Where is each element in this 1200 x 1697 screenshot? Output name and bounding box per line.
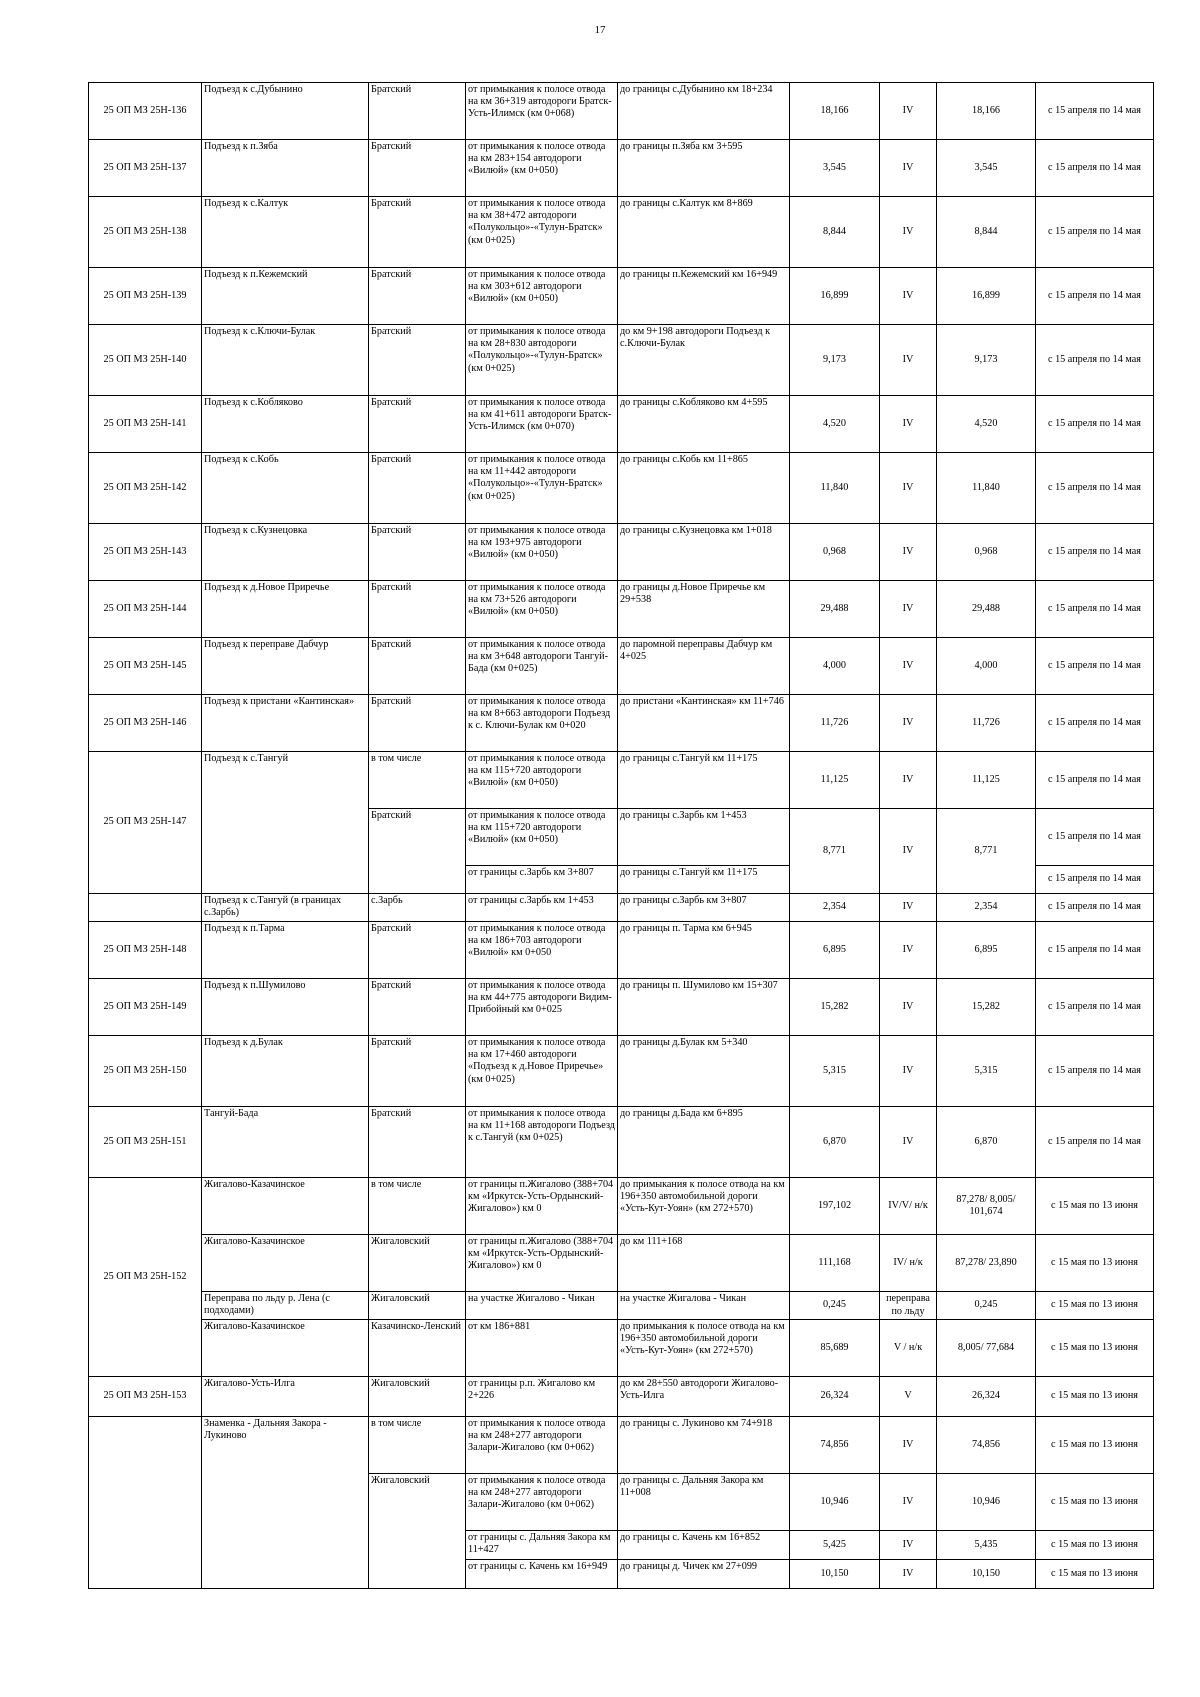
end-point: до границы с. Качень км 16+852 (618, 1531, 790, 1560)
restriction-period: с 15 мая по 13 июня (1036, 1560, 1154, 1589)
district: Братский (369, 979, 466, 1036)
table-row (89, 1292, 1154, 1320)
restricted-length: 6,895 (937, 922, 1036, 979)
end-point: до пристани «Кантинская» км 11+746 (618, 695, 790, 752)
length: 197,102 (790, 1178, 880, 1235)
restriction-period: с 15 мая по 13 июня (1036, 1292, 1154, 1320)
length: 18,166 (790, 83, 880, 140)
road-name: Жигалово-Усть-Илга (202, 1377, 369, 1417)
restriction-period: с 15 апреля по 14 мая (1036, 524, 1154, 581)
restricted-length: 4,520 (937, 396, 1036, 453)
restriction-period: с 15 апреля по 14 мая (1036, 695, 1154, 752)
district: Братский (369, 1107, 466, 1178)
road-name: Жигалово-Казачинское (202, 1320, 369, 1377)
restricted-length: 8,844 (937, 197, 1036, 268)
table-row (89, 1235, 1154, 1292)
table-row (89, 453, 1154, 524)
category: IV (880, 979, 937, 1036)
district: Братский (369, 638, 466, 695)
restricted-length: 5,315 (937, 1036, 1036, 1107)
road-code: 25 ОП МЗ 25Н-149 (89, 979, 202, 1036)
road-code: 25 ОП МЗ 25Н-150 (89, 1036, 202, 1107)
restricted-length: 8,005/ 77,684 (937, 1320, 1036, 1377)
restriction-period: с 15 апреля по 14 мая (1036, 809, 1154, 866)
category: IV (880, 894, 937, 922)
category: IV (880, 1107, 937, 1178)
category: IV (880, 1560, 937, 1589)
end-point: до границы с. Дальняя Закора км 11+008 (618, 1474, 790, 1531)
restriction-period: с 15 апреля по 14 мая (1036, 922, 1154, 979)
category: IV (880, 197, 937, 268)
restriction-period: с 15 мая по 13 июня (1036, 1235, 1154, 1292)
table-row (89, 140, 1154, 197)
category: V (880, 1377, 937, 1417)
road-name: Жигалово-Казачинское (202, 1178, 369, 1235)
start-point: от границы р.п. Жигалово км 2+226 (466, 1377, 618, 1417)
category: IV (880, 396, 937, 453)
category: IV (880, 581, 937, 638)
restricted-length: 9,173 (937, 325, 1036, 396)
restricted-length: 3,545 (937, 140, 1036, 197)
length: 9,173 (790, 325, 880, 396)
road-name: Подъезд к с.Ключи-Булак (202, 325, 369, 396)
district: в том числе (369, 1178, 466, 1235)
length: 11,726 (790, 695, 880, 752)
road-name: Подъезд к с.Тангуй (202, 752, 369, 894)
road-code: 25 ОП МЗ 25Н-151 (89, 1107, 202, 1178)
restricted-length: 15,282 (937, 979, 1036, 1036)
restricted-length: 10,150 (937, 1560, 1036, 1589)
start-point: от примыкания к полосе отвода на км 73+526 автодороги «Вилюй» (км 0+050) (466, 581, 618, 638)
category: IV (880, 453, 937, 524)
start-point: от примыкания к полосе отвода на км 115+720 автодороги «Вилюй» (км 0+050) (466, 752, 618, 809)
restricted-length: 74,856 (937, 1417, 1036, 1474)
road-name: Знаменка - Дальняя Закора - Лукиново (202, 1417, 369, 1589)
district: Братский (369, 1036, 466, 1107)
start-point: от примыкания к полосе отвода на км 283+154 автодороги «Вилюй» (км 0+050) (466, 140, 618, 197)
road-code: 25 ОП МЗ 25Н-152 (89, 1178, 202, 1377)
end-point: до примыкания к полосе отвода на км 196+350 автомобильной дороги «Усть-Кут-Уоян» (км 272+570) (618, 1178, 790, 1235)
table-row (89, 1107, 1154, 1178)
start-point: от примыкания к полосе отвода на км 41+611 автодороги Братск-Усть-Илимск (км 0+070) (466, 396, 618, 453)
district: Жигаловский (369, 1377, 466, 1417)
end-point: до границы с.Калтук км 8+869 (618, 197, 790, 268)
end-point: до границы с.Зарбь км 1+453 (618, 809, 790, 866)
length: 5,425 (790, 1531, 880, 1560)
table-row (89, 197, 1154, 268)
length: 0,245 (790, 1292, 880, 1320)
road-code: 25 ОП МЗ 25Н-141 (89, 396, 202, 453)
road-code: 25 ОП МЗ 25Н-140 (89, 325, 202, 396)
start-point: от км 186+881 (466, 1320, 618, 1377)
restriction-period: с 15 апреля по 14 мая (1036, 866, 1154, 894)
road-name: Подъезд к с.Калтук (202, 197, 369, 268)
restriction-period: с 15 апреля по 14 мая (1036, 83, 1154, 140)
restricted-length: 10,946 (937, 1474, 1036, 1531)
road-code: 25 ОП МЗ 25Н-145 (89, 638, 202, 695)
restricted-length: 18,166 (937, 83, 1036, 140)
category: IV (880, 1417, 937, 1474)
district: Братский (369, 396, 466, 453)
road-name: Подъезд к пристани «Кантинская» (202, 695, 369, 752)
end-point: до км 28+550 автодороги Жигалово-Усть-Илга (618, 1377, 790, 1417)
length: 6,895 (790, 922, 880, 979)
start-point: от примыкания к полосе отвода на км 248+277 автодороги Залари-Жигалово (км 0+062) (466, 1417, 618, 1474)
district: Жигаловский (369, 1292, 466, 1320)
end-point: до паромной переправы Дабчур км 4+025 (618, 638, 790, 695)
restricted-length: 87,278/ 8,005/ 101,674 (937, 1178, 1036, 1235)
length: 74,856 (790, 1417, 880, 1474)
category: IV (880, 1474, 937, 1531)
road-name: Подъезд к д.Новое Приречье (202, 581, 369, 638)
end-point: до границы с.Дубынино км 18+234 (618, 83, 790, 140)
table-row (89, 524, 1154, 581)
start-point: от границы с. Дальняя Закора км 11+427 (466, 1531, 618, 1560)
end-point: до границы п.Кежемский км 16+949 (618, 268, 790, 325)
restricted-length: 0,968 (937, 524, 1036, 581)
road-25n-147 (89, 752, 1154, 922)
district: Братский (369, 83, 466, 140)
category: переправа по льду (880, 1292, 937, 1320)
restriction-period: с 15 мая по 13 июня (1036, 1417, 1154, 1474)
length: 4,000 (790, 638, 880, 695)
end-point: до примыкания к полосе отвода на км 196+350 автомобильной дороги «Усть-Кут-Уоян» (км 272+570) (618, 1320, 790, 1377)
end-point: до границы с.Зарбь км 3+807 (618, 894, 790, 922)
start-point: от примыкания к полосе отвода на км 36+319 автодороги Братск-Усть-Илимск (км 0+068) (466, 83, 618, 140)
table-row (89, 695, 1154, 752)
road-name: Подъезд к с.Кузнецовка (202, 524, 369, 581)
road-name: Подъезд к с.Тангуй (в границах с.Зарбь) (202, 894, 369, 922)
restriction-period: с 15 апреля по 14 мая (1036, 325, 1154, 396)
length: 2,354 (790, 894, 880, 922)
end-point: до км 111+168 (618, 1235, 790, 1292)
table-row (89, 325, 1154, 396)
length: 29,488 (790, 581, 880, 638)
restriction-period: с 15 мая по 13 июня (1036, 1320, 1154, 1377)
restricted-length: 11,125 (937, 752, 1036, 809)
end-point: до границы д.Новое Приречье км 29+538 (618, 581, 790, 638)
road-25n-153 (89, 1377, 1154, 1417)
start-point: от примыкания к полосе отвода на км 248+277 автодороги Залари-Жигалово (км 0+062) (466, 1474, 618, 1531)
length: 4,520 (790, 396, 880, 453)
category: IV (880, 695, 937, 752)
page-number: 17 (594, 24, 606, 36)
start-point: от границы с.Зарбь км 3+807 (466, 866, 618, 894)
end-point: до границы с.Кобь км 11+865 (618, 453, 790, 524)
category: IV (880, 922, 937, 979)
district: Братский (369, 140, 466, 197)
end-point: до границы д.Бада км 6+895 (618, 1107, 790, 1178)
district: Братский (369, 453, 466, 524)
road-name: Подъезд к с.Дубынино (202, 83, 369, 140)
road-25n-152 (89, 1178, 1154, 1377)
table-row (89, 922, 1154, 979)
end-point: до границы с.Кобляково км 4+595 (618, 396, 790, 453)
district: Казачинско-Ленский (369, 1320, 466, 1377)
length: 6,870 (790, 1107, 880, 1178)
restriction-period: с 15 апреля по 14 мая (1036, 979, 1154, 1036)
restricted-length: 29,488 (937, 581, 1036, 638)
start-point: на участке Жигалово - Чикан (466, 1292, 618, 1320)
district: Братский (369, 524, 466, 581)
start-point: от границы с. Качень км 16+949 (466, 1560, 618, 1589)
start-point: от примыкания к полосе отвода на км 3+648 автодороги Тангуй-Бада (км 0+025) (466, 638, 618, 695)
restriction-period: с 15 апреля по 14 мая (1036, 140, 1154, 197)
category: IV (880, 752, 937, 809)
restricted-length: 16,899 (937, 268, 1036, 325)
district: Жигаловский (369, 1474, 466, 1589)
end-point: до границы п. Шумилово км 15+307 (618, 979, 790, 1036)
start-point: от границы п.Жигалово (388+704 км «Иркутск-Усть-Ордынский-Жигалово») км 0 (466, 1235, 618, 1292)
table-row (89, 1036, 1154, 1107)
category: IV/V/ н/к (880, 1178, 937, 1235)
category: IV/ н/к (880, 1235, 937, 1292)
road-code: 25 ОП МЗ 25Н-142 (89, 453, 202, 524)
restricted-length: 8,771 (937, 809, 1036, 894)
restriction-period: с 15 апреля по 14 мая (1036, 894, 1154, 922)
restriction-period: с 15 мая по 13 июня (1036, 1377, 1154, 1417)
road-code: 25 ОП МЗ 25Н-143 (89, 524, 202, 581)
length: 10,946 (790, 1474, 880, 1531)
start-point: от примыкания к полосе отвода на км 11+168 автодороги Подъезд к с.Тангуй (км 0+025) (466, 1107, 618, 1178)
start-point: от примыкания к полосе отвода на км 303+612 автодороги «Вилюй» (км 0+050) (466, 268, 618, 325)
district: Братский (369, 922, 466, 979)
restriction-period: с 15 мая по 13 июня (1036, 1531, 1154, 1560)
road-code: 25 ОП МЗ 25Н-147 (89, 752, 202, 894)
category: IV (880, 638, 937, 695)
road-code: 25 ОП МЗ 25Н-137 (89, 140, 202, 197)
start-point: от примыкания к полосе отвода на км 8+663 автодороги Подъезд к с. Ключи-Булак км 0+020 (466, 695, 618, 752)
start-point: от примыкания к полосе отвода на км 193+975 автодороги «Вилюй» (км 0+050) (466, 524, 618, 581)
length: 26,324 (790, 1377, 880, 1417)
length: 10,150 (790, 1560, 880, 1589)
length: 11,125 (790, 752, 880, 809)
end-point: до границы д. Чичек км 27+099 (618, 1560, 790, 1589)
category: IV (880, 809, 937, 894)
length: 8,771 (790, 809, 880, 894)
start-point: от границы с.Зарбь км 1+453 (466, 894, 618, 922)
restriction-period: с 15 мая по 13 июня (1036, 1474, 1154, 1531)
road-code: 25 ОП МЗ 25Н-146 (89, 695, 202, 752)
restricted-length: 11,726 (937, 695, 1036, 752)
length: 0,968 (790, 524, 880, 581)
end-point: до границы д.Булак км 5+340 (618, 1036, 790, 1107)
roads-table (88, 82, 1154, 1589)
length: 3,545 (790, 140, 880, 197)
district: в том числе (369, 1417, 466, 1474)
road-name: Подъезд к д.Булак (202, 1036, 369, 1107)
category: IV (880, 83, 937, 140)
district: Братский (369, 268, 466, 325)
restriction-period: с 15 мая по 13 июня (1036, 1178, 1154, 1235)
category: IV (880, 268, 937, 325)
start-point: от примыкания к полосе отвода на км 28+830 автодороги «Полукольцо»-«Тулун-Братск» (км 0+025) (466, 325, 618, 396)
road-name: Подъезд к с.Кобляково (202, 396, 369, 453)
table-row (89, 1320, 1154, 1377)
length: 85,689 (790, 1320, 880, 1377)
start-point: от примыкания к полосе отвода на км 44+775 автодороги Видим-Прибойный км 0+025 (466, 979, 618, 1036)
restricted-length: 0,245 (937, 1292, 1036, 1320)
road-name: Подъезд к переправе Дабчур (202, 638, 369, 695)
end-point: на участке Жигалова - Чикан (618, 1292, 790, 1320)
length: 111,168 (790, 1235, 880, 1292)
restricted-length: 4,000 (937, 638, 1036, 695)
district: Братский (369, 581, 466, 638)
restriction-period: с 15 апреля по 14 мая (1036, 197, 1154, 268)
table-row (89, 83, 1154, 140)
road-znamenka (89, 1417, 1154, 1589)
road-name: Подъезд к п.Кежемский (202, 268, 369, 325)
road-name: Переправа по льду р. Лена (с подходами) (202, 1292, 369, 1320)
category: IV (880, 140, 937, 197)
end-point: до границы с.Тангуй км 11+175 (618, 752, 790, 809)
start-point: от примыкания к полосе отвода на км 38+472 автодороги «Полукольцо»-«Тулун-Братск» (км 0+025) (466, 197, 618, 268)
length: 5,315 (790, 1036, 880, 1107)
restriction-period: с 15 апреля по 14 мая (1036, 1036, 1154, 1107)
length: 11,840 (790, 453, 880, 524)
end-point: до границы с.Кузнецовка км 1+018 (618, 524, 790, 581)
road-code: 25 ОП МЗ 25Н-138 (89, 197, 202, 268)
table-row (89, 396, 1154, 453)
category: IV (880, 1531, 937, 1560)
restricted-length: 11,840 (937, 453, 1036, 524)
restricted-length: 26,324 (937, 1377, 1036, 1417)
table-row (89, 581, 1154, 638)
start-point: от границы п.Жигалово (388+704 км «Иркутск-Усть-Ордынский-Жигалово») км 0 (466, 1178, 618, 1235)
district: Жигаловский (369, 1235, 466, 1292)
road-name: Подъезд к п.Тарма (202, 922, 369, 979)
road-code: 25 ОП МЗ 25Н-148 (89, 922, 202, 979)
end-point: до границы с.Тангуй км 11+175 (618, 866, 790, 894)
restriction-period: с 15 апреля по 14 мая (1036, 268, 1154, 325)
start-point: от примыкания к полосе отвода на км 186+703 автодороги «Вилюй» км 0+050 (466, 922, 618, 979)
road-code: 25 ОП МЗ 25Н-136 (89, 83, 202, 140)
length: 15,282 (790, 979, 880, 1036)
category: V / н/к (880, 1320, 937, 1377)
table-row (89, 638, 1154, 695)
restricted-length: 87,278/ 23,890 (937, 1235, 1036, 1292)
restriction-period: с 15 апреля по 14 мая (1036, 453, 1154, 524)
district: Братский (369, 809, 466, 894)
start-point: от примыкания к полосе отвода на км 115+720 автодороги «Вилюй» (км 0+050) (466, 809, 618, 866)
road-name: Тангуй-Бада (202, 1107, 369, 1178)
road-name: Подъезд к с.Кобь (202, 453, 369, 524)
district: с.Зарбь (369, 894, 466, 922)
district: в том числе (369, 752, 466, 809)
road-name: Жигалово-Казачинское (202, 1235, 369, 1292)
table-row (89, 979, 1154, 1036)
restriction-period: с 15 апреля по 14 мая (1036, 638, 1154, 695)
start-point: от примыкания к полосе отвода на км 11+442 автодороги «Полукольцо»-«Тулун-Братск» (км 0+025) (466, 453, 618, 524)
end-point: до границы п.Зяба км 3+595 (618, 140, 790, 197)
category: IV (880, 325, 937, 396)
district: Братский (369, 325, 466, 396)
district: Братский (369, 695, 466, 752)
restricted-length: 6,870 (937, 1107, 1036, 1178)
restriction-period: с 15 апреля по 14 мая (1036, 396, 1154, 453)
category: IV (880, 524, 937, 581)
district: Братский (369, 197, 466, 268)
restriction-period: с 15 апреля по 14 мая (1036, 581, 1154, 638)
start-point: от примыкания к полосе отвода на км 17+460 автодороги «Подъезд к д.Новое Приречье» (км 0+025) (466, 1036, 618, 1107)
road-name: Подъезд к п.Шумилово (202, 979, 369, 1036)
table-row (89, 1178, 1154, 1235)
restricted-length: 2,354 (937, 894, 1036, 922)
restriction-period: с 15 апреля по 14 мая (1036, 1107, 1154, 1178)
road-name: Подъезд к п.Зяба (202, 140, 369, 197)
length: 16,899 (790, 268, 880, 325)
end-point: до границы с. Лукиново км 74+918 (618, 1417, 790, 1474)
category: IV (880, 1036, 937, 1107)
restricted-length: 5,435 (937, 1531, 1036, 1560)
table-row (89, 268, 1154, 325)
road-code: 25 ОП МЗ 25Н-139 (89, 268, 202, 325)
road-code: 25 ОП МЗ 25Н-153 (89, 1377, 202, 1417)
restriction-period: с 15 апреля по 14 мая (1036, 752, 1154, 809)
end-point: до км 9+198 автодороги Подъезд к с.Ключи-Булак (618, 325, 790, 396)
length: 8,844 (790, 197, 880, 268)
road-code: 25 ОП МЗ 25Н-144 (89, 581, 202, 638)
end-point: до границы п. Тарма км 6+945 (618, 922, 790, 979)
